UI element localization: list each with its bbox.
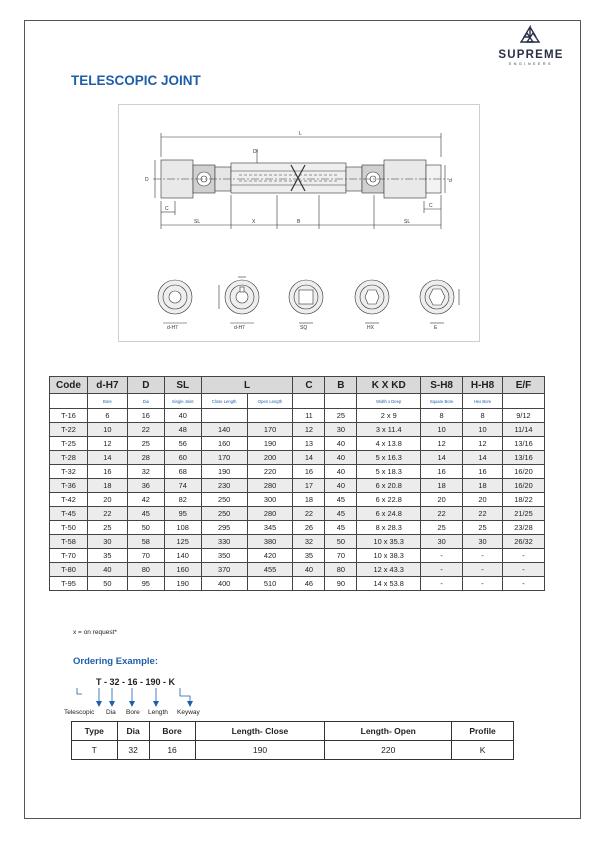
col-header: B <box>325 377 357 394</box>
section-label-5: E <box>434 325 438 331</box>
table-cell: 8 x 28.3 <box>357 521 421 535</box>
subheader-cell <box>325 394 357 409</box>
table-cell: 22 <box>463 507 503 521</box>
table-cell: 82 <box>164 493 201 507</box>
table-cell: 14 <box>87 451 127 465</box>
ordering-title: Ordering Example: <box>73 656 158 667</box>
table-cell: 18 <box>293 493 325 507</box>
table-cell: 90 <box>325 577 357 591</box>
brand-tagline: ENGINEERS <box>508 62 553 66</box>
table-cell: 50 <box>87 577 127 591</box>
table-cell: 420 <box>247 549 293 563</box>
table-cell: 25 <box>463 521 503 535</box>
ordering-header: Type <box>72 722 118 741</box>
table-cell: 40 <box>87 563 127 577</box>
table-cell: 35 <box>87 549 127 563</box>
table-cell: T-50 <box>50 521 88 535</box>
table-cell: 250 <box>201 507 247 521</box>
footnote: x = on request* <box>73 629 117 636</box>
table-cell: 36 <box>127 479 164 493</box>
table-cell: T-36 <box>50 479 88 493</box>
table-cell: 70 <box>325 549 357 563</box>
technical-drawing <box>118 104 480 342</box>
table-cell: 125 <box>164 535 201 549</box>
table-cell: 4 x 13.8 <box>357 437 421 451</box>
col-header: E/F <box>502 377 544 394</box>
table-cell: 16 <box>87 465 127 479</box>
table-cell: - <box>421 577 463 591</box>
table-cell: 25 <box>87 521 127 535</box>
col-header: L <box>201 377 293 394</box>
table-cell: 95 <box>127 577 164 591</box>
table-cell: T-22 <box>50 423 88 437</box>
dim-label-Dl: Dl <box>253 149 258 155</box>
table-cell: 45 <box>325 521 357 535</box>
table-cell: 5 x 16.3 <box>357 451 421 465</box>
table-cell: 295 <box>201 521 247 535</box>
table-cell: 68 <box>164 465 201 479</box>
table-row <box>50 493 545 507</box>
table-cell: T-58 <box>50 535 88 549</box>
table-cell: 108 <box>164 521 201 535</box>
col-header: Code <box>50 377 88 394</box>
ordering-value: 190 <box>195 741 325 760</box>
table-cell: 40 <box>325 479 357 493</box>
section-label-2: d-H7 <box>234 325 245 331</box>
table-cell: 16 <box>421 465 463 479</box>
col-header: SL <box>164 377 201 394</box>
table-cell: 40 <box>325 465 357 479</box>
ordering-label-length: Length <box>148 709 168 716</box>
table-cell: 8 <box>421 409 463 423</box>
ordering-value: 16 <box>149 741 195 760</box>
dim-label-SL-right: SL <box>404 219 411 225</box>
table-cell: 46 <box>293 577 325 591</box>
table-cell: 26/32 <box>502 535 544 549</box>
table-cell: T-95 <box>50 577 88 591</box>
col-header: C <box>293 377 325 394</box>
table-row <box>50 423 545 437</box>
table-cell: 11/14 <box>502 423 544 437</box>
ordering-value: T <box>72 741 118 760</box>
ordering-header: Profile <box>452 722 514 741</box>
table-cell: 22 <box>293 507 325 521</box>
table-cell: 5 x 18.3 <box>357 465 421 479</box>
subheader-cell: Width x Deep <box>357 394 421 409</box>
col-header: H-H8 <box>463 377 503 394</box>
table-cell: - <box>463 563 503 577</box>
subheader-cell: Dia <box>127 394 164 409</box>
table-cell: T-42 <box>50 493 88 507</box>
table-cell: 10 <box>463 423 503 437</box>
table-cell: 280 <box>247 507 293 521</box>
table-cell: 16 <box>293 465 325 479</box>
ordering-code: T - 32 - 16 - 190 - K <box>96 677 176 687</box>
table-row <box>50 479 545 493</box>
ordering-header: Dia <box>117 722 149 741</box>
table-cell: 30 <box>463 535 503 549</box>
table-cell: 380 <box>247 535 293 549</box>
table-cell: - <box>463 549 503 563</box>
telescopic-joint-drawing <box>119 105 479 341</box>
table-cell: 170 <box>201 451 247 465</box>
table-cell: 14 x 53.8 <box>357 577 421 591</box>
table-cell: 400 <box>201 577 247 591</box>
table-cell: 12 x 43.3 <box>357 563 421 577</box>
table-cell: 230 <box>201 479 247 493</box>
table-cell: 45 <box>325 493 357 507</box>
table-cell: - <box>463 577 503 591</box>
spec-header-row <box>50 377 545 394</box>
table-cell: 12 <box>421 437 463 451</box>
table-cell: 58 <box>127 535 164 549</box>
col-header: D <box>127 377 164 394</box>
ordering-table <box>71 721 514 760</box>
table-cell: 42 <box>127 493 164 507</box>
table-cell: - <box>421 563 463 577</box>
table-cell: 35 <box>293 549 325 563</box>
table-cell: 200 <box>247 451 293 465</box>
table-cell: 12 <box>293 423 325 437</box>
ordering-value: K <box>452 741 514 760</box>
table-cell: 40 <box>293 563 325 577</box>
table-cell: 30 <box>325 423 357 437</box>
ordering-value: 220 <box>325 741 452 760</box>
table-cell: 190 <box>201 465 247 479</box>
table-cell: 370 <box>201 563 247 577</box>
table-cell: 14 <box>421 451 463 465</box>
table-row <box>50 521 545 535</box>
ordering-header: Length- Open <box>325 722 452 741</box>
ordering-value: 32 <box>117 741 149 760</box>
table-cell: 16/20 <box>502 465 544 479</box>
table-cell: 510 <box>247 577 293 591</box>
table-cell: 12 <box>463 437 503 451</box>
subheader-cell: Hex Bore <box>463 394 503 409</box>
table-cell: 2 x 9 <box>357 409 421 423</box>
arrow-icon <box>77 688 82 694</box>
table-cell: 9/12 <box>502 409 544 423</box>
table-cell: T-80 <box>50 563 88 577</box>
table-cell: - <box>502 563 544 577</box>
page-title: TELESCOPIC JOINT <box>71 73 201 88</box>
table-cell: 280 <box>247 479 293 493</box>
table-cell: T-28 <box>50 451 88 465</box>
table-cell: 330 <box>201 535 247 549</box>
dim-label-SL: SL <box>194 219 201 225</box>
table-cell: 13 <box>293 437 325 451</box>
table-cell: - <box>421 549 463 563</box>
table-cell: 16/20 <box>502 479 544 493</box>
dim-label-C: C <box>165 206 169 212</box>
table-cell: T-32 <box>50 465 88 479</box>
table-cell: 22 <box>127 423 164 437</box>
col-header: d-H7 <box>87 377 127 394</box>
table-cell: 32 <box>127 465 164 479</box>
table-cell: 345 <box>247 521 293 535</box>
table-cell: 160 <box>164 563 201 577</box>
table-cell: - <box>502 549 544 563</box>
table-cell: 18/22 <box>502 493 544 507</box>
table-cell: 16 <box>127 409 164 423</box>
table-cell: 6 x 24.8 <box>357 507 421 521</box>
table-cell: 22 <box>421 507 463 521</box>
table-cell: 80 <box>325 563 357 577</box>
table-cell: 56 <box>164 437 201 451</box>
section-label-4: HX <box>367 325 374 331</box>
table-cell: 190 <box>164 577 201 591</box>
table-row <box>50 451 545 465</box>
table-cell: 190 <box>247 437 293 451</box>
table-cell: 20 <box>421 493 463 507</box>
table-cell: 300 <box>247 493 293 507</box>
subheader-cell <box>502 394 544 409</box>
table-cell: 22 <box>87 507 127 521</box>
subheader-cell: Square Bore <box>421 394 463 409</box>
subheader-cell: Close Length <box>201 394 247 409</box>
table-cell: 140 <box>201 423 247 437</box>
table-cell: 10 x 35.3 <box>357 535 421 549</box>
table-cell: 20 <box>87 493 127 507</box>
table-cell: 350 <box>201 549 247 563</box>
table-cell: 13/16 <box>502 437 544 451</box>
table-cell: 74 <box>164 479 201 493</box>
subheader-cell <box>50 394 88 409</box>
dim-label-d: d <box>449 178 452 184</box>
subheader-cell: Single Joint <box>164 394 201 409</box>
table-cell: 18 <box>463 479 503 493</box>
brand-name: SUPREME <box>498 49 564 61</box>
table-cell: 170 <box>247 423 293 437</box>
table-cell: 160 <box>201 437 247 451</box>
table-cell: 26 <box>293 521 325 535</box>
table-cell: 48 <box>164 423 201 437</box>
col-header: K X KD <box>357 377 421 394</box>
table-cell: 20 <box>463 493 503 507</box>
table-cell: 13/16 <box>502 451 544 465</box>
table-cell: T-45 <box>50 507 88 521</box>
table-cell: 16 <box>463 465 503 479</box>
table-cell: 10 x 38.3 <box>357 549 421 563</box>
subheader-cell <box>293 394 325 409</box>
dim-label-C-right: C <box>429 203 433 209</box>
table-cell: T-70 <box>50 549 88 563</box>
table-row <box>50 549 545 563</box>
table-row <box>50 465 545 479</box>
ordering-label-bore: Bore <box>126 709 140 716</box>
table-cell: 50 <box>325 535 357 549</box>
col-header: S-H8 <box>421 377 463 394</box>
ordering-label-keyway: Keyway <box>177 709 200 716</box>
table-cell: 21/25 <box>502 507 544 521</box>
table-cell: 40 <box>164 409 201 423</box>
table-row <box>50 535 545 549</box>
section-label-1: d-H7 <box>167 325 178 331</box>
table-cell: 10 <box>87 423 127 437</box>
table-cell: 6 <box>87 409 127 423</box>
subheader-cell: Bore <box>87 394 127 409</box>
table-cell: 32 <box>293 535 325 549</box>
table-cell: 6 x 22.8 <box>357 493 421 507</box>
table-cell: 8 <box>463 409 503 423</box>
table-cell: 12 <box>87 437 127 451</box>
table-cell: 40 <box>325 451 357 465</box>
dim-label-B: B <box>297 219 301 225</box>
section-label-3: SQ <box>300 325 308 331</box>
table-cell: 25 <box>127 437 164 451</box>
ordering-arrows <box>60 686 220 710</box>
dim-label-X: X <box>252 219 256 225</box>
brand-logo <box>497 25 565 71</box>
table-cell: 30 <box>421 535 463 549</box>
table-cell: 455 <box>247 563 293 577</box>
table-cell: 60 <box>164 451 201 465</box>
table-cell: 17 <box>293 479 325 493</box>
table-cell: 50 <box>127 521 164 535</box>
table-cell: 6 x 20.8 <box>357 479 421 493</box>
table-cell: 140 <box>164 549 201 563</box>
table-cell: 80 <box>127 563 164 577</box>
table-cell: 11 <box>293 409 325 423</box>
ordering-value-row <box>72 741 514 760</box>
table-cell: 23/28 <box>502 521 544 535</box>
table-cell: 45 <box>127 507 164 521</box>
table-cell <box>201 409 247 423</box>
table-cell: 28 <box>127 451 164 465</box>
subheader-cell: Open Length <box>247 394 293 409</box>
ordering-label-dia: Dia <box>106 709 116 716</box>
dim-label-D: D <box>145 177 149 183</box>
ordering-header-row <box>72 722 514 741</box>
table-cell: 220 <box>247 465 293 479</box>
table-row <box>50 577 545 591</box>
table-cell: 250 <box>201 493 247 507</box>
logo-mark-icon <box>517 25 543 45</box>
table-cell: 14 <box>463 451 503 465</box>
table-cell: 70 <box>127 549 164 563</box>
table-row <box>50 507 545 521</box>
table-cell: 25 <box>421 521 463 535</box>
table-cell: 95 <box>164 507 201 521</box>
dim-label-L: L <box>299 131 302 137</box>
table-cell <box>247 409 293 423</box>
table-cell: - <box>502 577 544 591</box>
table-cell: 30 <box>87 535 127 549</box>
table-cell: 40 <box>325 437 357 451</box>
table-cell: T-25 <box>50 437 88 451</box>
spec-subheader-row <box>50 394 545 409</box>
table-cell: 25 <box>325 409 357 423</box>
table-cell: 3 x 11.4 <box>357 423 421 437</box>
ordering-header: Bore <box>149 722 195 741</box>
table-cell: T-16 <box>50 409 88 423</box>
table-row <box>50 437 545 451</box>
table-row <box>50 409 545 423</box>
table-cell: 10 <box>421 423 463 437</box>
table-cell: 18 <box>87 479 127 493</box>
ordering-label-type: Telescopic <box>64 709 95 716</box>
spec-table <box>49 376 545 591</box>
table-row <box>50 563 545 577</box>
table-cell: 18 <box>421 479 463 493</box>
ordering-header: Length- Close <box>195 722 325 741</box>
table-cell: 14 <box>293 451 325 465</box>
table-cell: 45 <box>325 507 357 521</box>
